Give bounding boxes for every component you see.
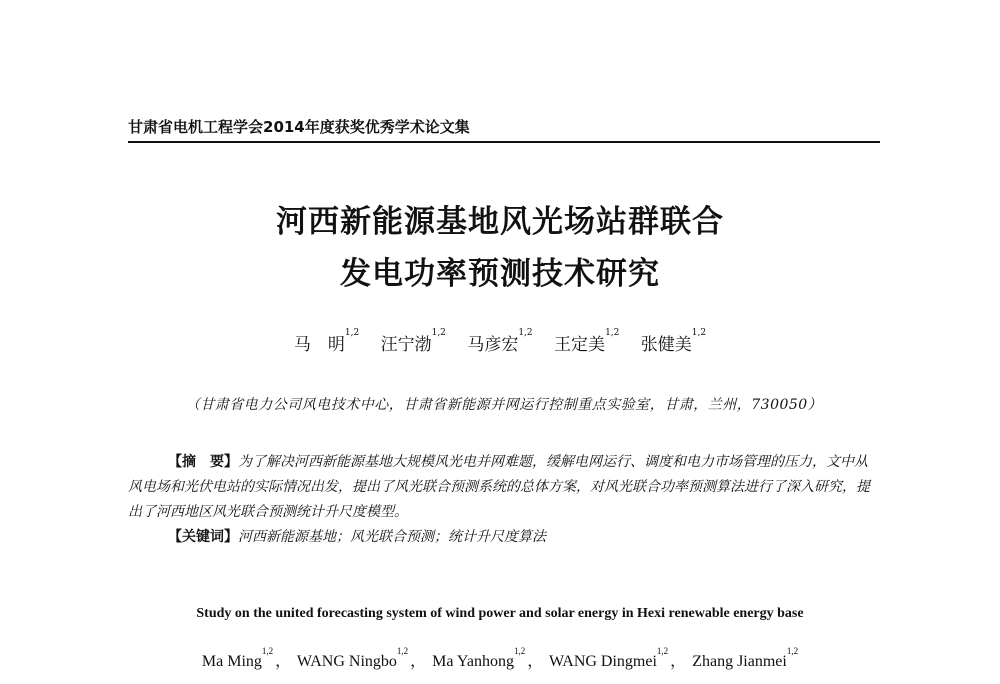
author-cn: 汪宁渤$^{1,2}$ (380, 328, 446, 355)
running-header: 甘肃省电机工程学会2014年度获奖优秀学术论文集 (128, 116, 880, 143)
author-en: WANG Dingmei$^{1,2}$ (548, 646, 669, 670)
author-cn: 张健美$^{1,2}$ (640, 328, 707, 355)
paper-title-line-2: 发电功率预测技术研究 (340, 256, 660, 292)
abstract-label: 【摘 要】 (168, 454, 238, 470)
author-cn: 马 明$^{1,2}$ (293, 328, 360, 355)
author-en: Ma Ming$^{1,2}$ (201, 646, 274, 670)
keywords-label: 【关键词】 (168, 529, 238, 545)
author-en: Ma Yanhong$^{1,2}$ (432, 646, 526, 670)
author-list-en: Ma Ming$^{1,2}$， WANG Ningbo$^{1,2}$， Ma Yanhong$^{1,2}$， WANG Dingmei$^{1,2}$， Zhang Jianmei$^{1,2}$ (201, 646, 799, 670)
paper-title-line-1: 河西新能源基地风光场站群联合 (276, 204, 724, 240)
abstract (128, 450, 880, 525)
english-title: Study on the united forecasting system of wind power and solar energy in Hexi renewable energy base (196, 606, 804, 621)
affiliation: （甘肃省电力公司风电技术中心，甘肃省新能源并网运行控制重点实验室，甘肃，兰州，730050） (185, 397, 823, 413)
author-list-cn (0, 330, 1000, 355)
author-cn: 马彦宏$^{1,2}$ (467, 328, 533, 355)
author-en: Zhang Jianmei$^{1,2}$ (692, 646, 799, 670)
author-cn: 王定美$^{1,2}$ (554, 328, 620, 355)
abstract-text: 为了解决河西新能源基地大规模风光电并网难题，缓解电网运行、调度和电力市场管理的压力，文中从风电场和光伏电站的实际情况出发，提出了风光联合预测系统的总体方案，对风光联合功率预测算法进行了深入研究，提出了河西地区风光联合预测统计升尺度模型。 (128, 454, 870, 520)
keywords-text: 河西新能源基地；风光联合预测；统计升尺度算法 (238, 529, 546, 545)
keywords (168, 526, 880, 546)
author-en: WANG Ningbo$^{1,2}$ (296, 646, 409, 670)
